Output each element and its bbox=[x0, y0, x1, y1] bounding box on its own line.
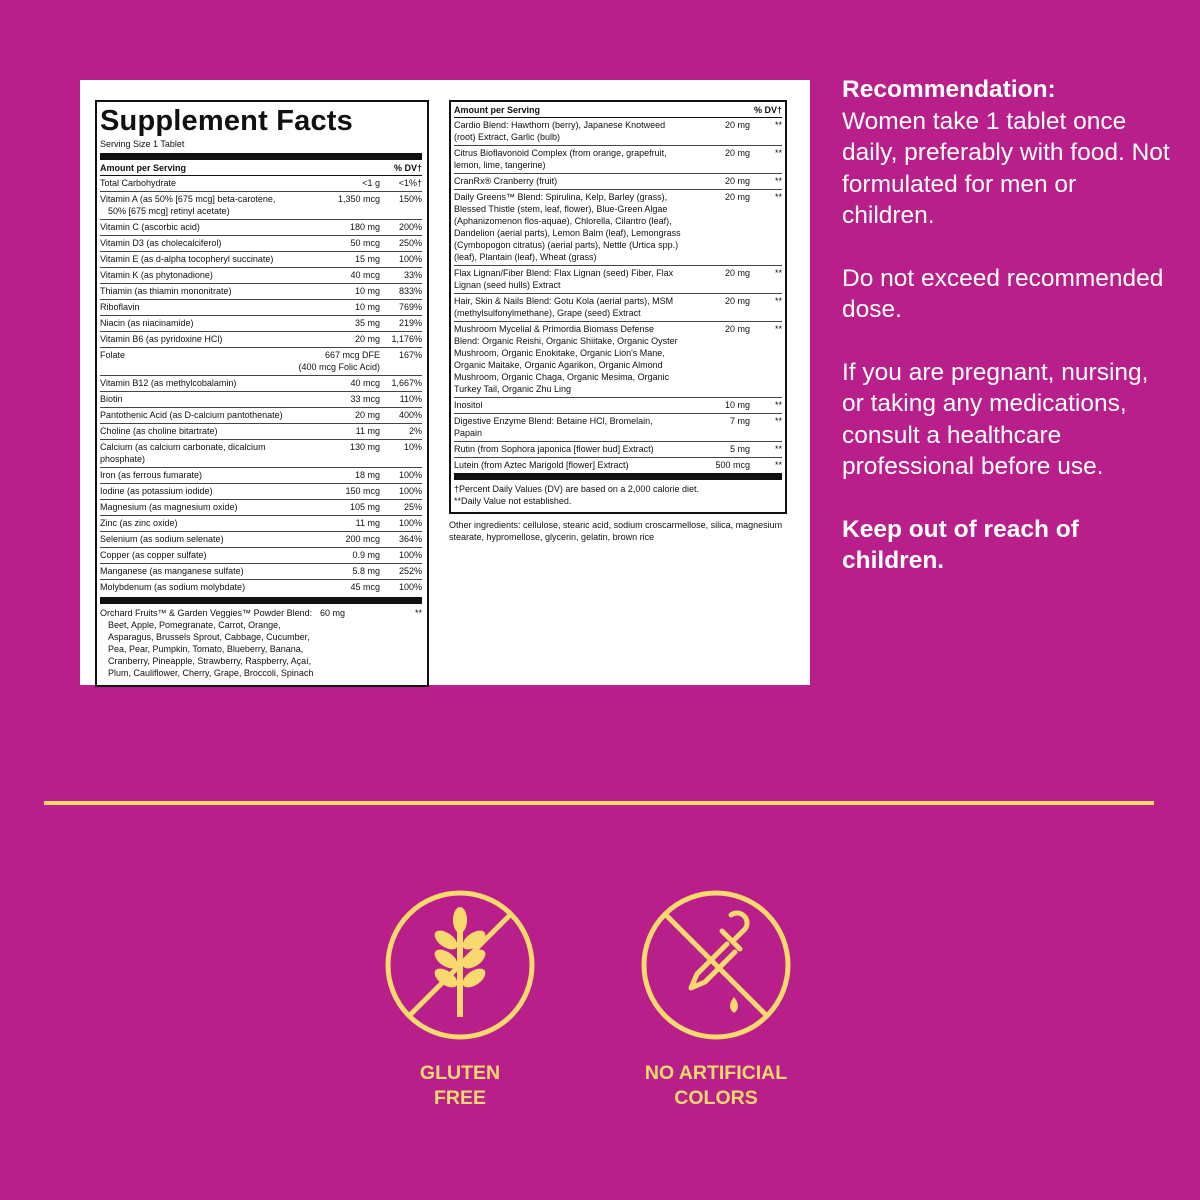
blend-dv: ** bbox=[774, 460, 782, 470]
nutrient-amount: 40 mcg bbox=[350, 270, 380, 280]
blend-name: Orchard Fruits™ & Garden Veggies™ Powder Blend: bbox=[100, 608, 313, 618]
blend-dv: ** bbox=[414, 608, 422, 618]
nutrient-name: Iodine (as potassium iodide) bbox=[100, 486, 213, 496]
nutrient-dv: 100% bbox=[398, 550, 422, 560]
blend-name: CranRx® Cranberry (fruit) bbox=[454, 176, 558, 186]
nutrient-dv: 769% bbox=[398, 302, 422, 312]
nutrient-amount: 20 mg bbox=[354, 410, 380, 420]
table-row bbox=[454, 458, 782, 473]
nutrient-name: Niacin (as niacinamide) bbox=[100, 318, 194, 328]
nutrient-dv: 1,176% bbox=[391, 334, 422, 344]
blend-dv: ** bbox=[774, 324, 782, 334]
nutrient-amount: 15 mg bbox=[354, 254, 380, 264]
blend-dv: ** bbox=[774, 296, 782, 306]
blend-amount: 20 mg bbox=[724, 120, 750, 130]
nutrient-name: Molybdenum (as sodium molybdate) bbox=[100, 582, 246, 592]
table-row bbox=[454, 398, 782, 414]
blend-amount: 20 mg bbox=[724, 324, 750, 334]
nutrient-amount: 45 mcg bbox=[350, 582, 380, 592]
nutrient-name: Biotin bbox=[100, 394, 123, 404]
dv-header: % DV† bbox=[393, 163, 422, 173]
nutrient-name: Selenium (as sodium selenate) bbox=[100, 534, 224, 544]
table-row bbox=[454, 442, 782, 458]
table-row bbox=[100, 532, 422, 548]
divider-thick bbox=[454, 473, 782, 480]
blend-amount: 10 mg bbox=[724, 400, 750, 410]
nutrient-dv: 150% bbox=[398, 194, 422, 204]
table-row bbox=[454, 146, 782, 174]
gluten-free-icon bbox=[380, 885, 540, 1045]
amount-per-serving-header: Amount per Serving bbox=[100, 163, 187, 173]
nutrient-name: Vitamin B6 (as pyridoxine HCl) bbox=[100, 334, 223, 344]
nutrient-name: Iron (as ferrous fumarate) bbox=[100, 470, 203, 480]
table-row bbox=[454, 174, 782, 190]
nutrient-dv: 33% bbox=[403, 270, 422, 280]
nutrient-dv: 100% bbox=[398, 254, 422, 264]
blend-dv: ** bbox=[774, 148, 782, 158]
blend-dv: ** bbox=[774, 192, 782, 202]
nutrient-amount: 10 mg bbox=[354, 286, 380, 296]
nutrient-amount: 40 mcg bbox=[350, 378, 380, 388]
supplement-facts-label bbox=[80, 80, 810, 685]
blend-amount: 500 mcg bbox=[715, 460, 750, 470]
nutrient-dv: 833% bbox=[398, 286, 422, 296]
table-row bbox=[100, 252, 422, 268]
nutrient-amount: 11 mg bbox=[355, 518, 380, 528]
nutrient-name: Thiamin (as thiamin mononitrate) bbox=[100, 286, 232, 296]
blend-name: Lutein (from Aztec Marigold [flower] Extract) bbox=[454, 460, 629, 470]
table-row bbox=[454, 266, 782, 294]
nutrient-amount: 150 mcg bbox=[345, 486, 380, 496]
nutrient-name: Vitamin D3 (as cholecalciferol) bbox=[100, 238, 222, 248]
table-row bbox=[100, 284, 422, 300]
blend-amount: 7 mg bbox=[729, 416, 750, 426]
blend-dv: ** bbox=[774, 268, 782, 278]
table-row bbox=[100, 316, 422, 332]
table-row bbox=[100, 500, 422, 516]
nutrient-dv: 2% bbox=[408, 426, 422, 436]
blend-amount: 20 mg bbox=[724, 192, 750, 202]
table-row bbox=[100, 564, 422, 580]
nutrient-name: Copper (as copper sulfate) bbox=[100, 550, 207, 560]
blend-table bbox=[454, 118, 782, 473]
blend-name: Inositol bbox=[454, 400, 483, 410]
nutrient-dv: 167% bbox=[398, 350, 422, 360]
supplement-facts-title: Supplement Facts bbox=[100, 105, 353, 137]
blend-name: Daily Greens™ Blend: Spirulina, Kelp, Barley (grass), Blessed Thistle (stem, leaf, flower), Blue-Green Algae (Aphanizomenon flos-aquae), Chlorella, Cilantro (leaf), Dandelion (aerial parts), Lemon Balm (leaf), Lemongrass (Cymbopogon citratus) (aerial parts), Nettle (Urtica spp.) (leaf), Plantain (leaf), Wheat (grass) bbox=[454, 192, 681, 262]
table-row bbox=[100, 220, 422, 236]
footnotes bbox=[454, 480, 782, 509]
table-row bbox=[100, 424, 422, 440]
blend-dv: ** bbox=[774, 400, 782, 410]
divider-thick bbox=[100, 597, 422, 604]
nutrient-dv: 100% bbox=[398, 582, 422, 592]
nutrient-name: Vitamin A (as 50% [675 mcg] beta-carotene, 50% [675 mcg] retinyl acetate) bbox=[100, 194, 276, 216]
table-row bbox=[100, 392, 422, 408]
nutrient-dv: 250% bbox=[398, 238, 422, 248]
nutrient-name: Vitamin C (ascorbic acid) bbox=[100, 222, 200, 232]
other-ingredients: Other ingredients: cellulose, stearic acid, sodium croscarmellose, silica, magnesium stearate, hypromellose, glycerin, gelatin, brown rice bbox=[449, 520, 783, 542]
footnote-not-established: **Daily Value not established. bbox=[454, 496, 572, 506]
nutrient-amount: 33 mcg bbox=[350, 394, 380, 404]
nutrient-name: Calcium (as calcium carbonate, dicalcium phosphate) bbox=[100, 442, 266, 464]
nutrient-dv: 100% bbox=[398, 486, 422, 496]
table-row bbox=[100, 468, 422, 484]
nutrient-name: Folate bbox=[100, 350, 126, 360]
blend-amount: 20 mg bbox=[724, 268, 750, 278]
table-row bbox=[454, 414, 782, 442]
blend-dv: ** bbox=[774, 416, 782, 426]
recommendation-heading: Recommendation: bbox=[842, 76, 1056, 103]
nutrient-amount: 18 mg bbox=[354, 470, 380, 480]
divider-thick bbox=[100, 153, 422, 160]
nutrient-amount: 50 mcg bbox=[350, 238, 380, 248]
nutrient-table bbox=[100, 176, 422, 595]
serving-size: Serving Size 1 Tablet bbox=[100, 139, 185, 149]
blend-amount: 60 mg bbox=[320, 608, 346, 618]
nutrient-name: Zinc (as zinc oxide) bbox=[100, 518, 178, 528]
section-divider bbox=[44, 801, 1154, 805]
nutrient-dv: 400% bbox=[398, 410, 422, 420]
table-header bbox=[454, 102, 782, 118]
nutrient-dv: 100% bbox=[398, 518, 422, 528]
table-row bbox=[100, 332, 422, 348]
table-header bbox=[100, 160, 422, 176]
supplement-facts-right-panel bbox=[449, 100, 787, 543]
table-row bbox=[100, 484, 422, 500]
blend-name: Hair, Skin & Nails Blend: Gotu Kola (aerial parts), MSM (methylsulfonylmethane), Grape (seed) Extract bbox=[454, 296, 674, 318]
nutrient-dv: 25% bbox=[403, 502, 422, 512]
blend-amount: 20 mg bbox=[724, 148, 750, 158]
blend-dv: ** bbox=[774, 444, 782, 454]
table-row bbox=[100, 516, 422, 532]
nutrient-amount: 200 mcg bbox=[345, 534, 380, 544]
nutrient-amount: 35 mg bbox=[354, 318, 380, 328]
nutrient-name: Vitamin E (as d-alpha tocopheryl succinate) bbox=[100, 254, 274, 264]
nutrient-dv: 10% bbox=[403, 442, 422, 452]
nutrient-amount: 1,350 mcg bbox=[337, 194, 380, 204]
nutrient-amount: 5.8 mg bbox=[352, 566, 380, 576]
nutrient-name: Total Carbohydrate bbox=[100, 178, 177, 188]
amount-per-serving-header: Amount per Serving bbox=[454, 105, 541, 115]
nutrient-amount: 20 mg bbox=[354, 334, 380, 344]
gluten-free-badge bbox=[380, 885, 540, 1111]
table-row bbox=[100, 348, 422, 376]
table-row bbox=[454, 190, 782, 266]
nutrient-name: Pantothenic Acid (as D-calcium pantothenate) bbox=[100, 410, 283, 420]
blend-name: Rutin (from Sophora japonica [flower bud] Extract) bbox=[454, 444, 654, 454]
nutrient-amount: 105 mg bbox=[349, 502, 380, 512]
nutrient-amount: 667 mcg DFE (400 mcg Folic Acid) bbox=[298, 350, 380, 372]
recommendation-block bbox=[842, 74, 1172, 608]
table-row bbox=[100, 408, 422, 424]
table-row bbox=[100, 548, 422, 564]
blend-name: Mushroom Mycelial & Primordia Biomass Defense Blend: Organic Reishi, Organic Shiitake, Organic Oyster Mushroom, Organic Enokitake, Organic Lion's Mane, Organic Maitake, Organic Agarikon, Organic Almond Mushroom, Organic Chaga, Organic Mesima, Organic Turkey Tail, Organic Zhu Ling bbox=[454, 324, 678, 394]
blend-name: Citrus Bioflavonoid Complex (from orange, grapefruit, lemon, lime, tangerine) bbox=[454, 148, 667, 170]
blend-amount: 20 mg bbox=[724, 176, 750, 186]
keep-out-warning: Keep out of reach of children. bbox=[842, 515, 1079, 574]
table-row bbox=[100, 300, 422, 316]
footnote-dv: †Percent Daily Values (DV) are based on a 2,000 calorie diet. bbox=[454, 484, 699, 494]
table-row bbox=[454, 294, 782, 322]
blend-name: Digestive Enzyme Blend: Betaine HCl, Bromelain, Papain bbox=[454, 416, 653, 438]
table-row bbox=[100, 192, 422, 220]
pregnancy-warning: If you are pregnant, nursing, or taking any medications, consult a healthcare professional before use. bbox=[842, 358, 1149, 480]
nutrient-dv: 364% bbox=[398, 534, 422, 544]
nutrient-name: Riboflavin bbox=[100, 302, 140, 312]
table-row bbox=[454, 118, 782, 146]
nutrient-name: Choline (as choline bitartrate) bbox=[100, 426, 218, 436]
dv-header: % DV† bbox=[753, 105, 782, 115]
nutrient-name: Magnesium (as magnesium oxide) bbox=[100, 502, 238, 512]
gluten-free-label: GLUTEN FREE bbox=[419, 1062, 501, 1109]
supplement-facts-left-panel bbox=[95, 100, 429, 687]
nutrient-amount: 0.9 mg bbox=[352, 550, 380, 560]
nutrient-amount: 130 mg bbox=[349, 442, 380, 452]
nutrient-dv: 219% bbox=[398, 318, 422, 328]
no-artificial-colors-icon bbox=[636, 885, 796, 1045]
blend-amount: 20 mg bbox=[724, 296, 750, 306]
blend-name: Cardio Blend: Hawthorn (berry), Japanese Knotweed (root) Extract, Garlic (bulb) bbox=[454, 120, 666, 142]
no-artificial-colors-label: NO ARTIFICIAL COLORS bbox=[644, 1062, 788, 1109]
blend-detail: Beet, Apple, Pomegranate, Carrot, Orange, Asparagus, Brussels Sprout, Cabbage, Cucumber, Pea, Pear, Pumpkin, Tomato, Blueberry, Banana, Cranberry, Pineapple, Strawberry, Raspberry, Açaí, Plum, Cauliflower, Cherry, Grape, Broccoli, Spinach bbox=[108, 620, 314, 678]
blend-amount: 5 mg bbox=[729, 444, 750, 454]
right-table-box bbox=[449, 100, 787, 514]
blend-dv: ** bbox=[774, 176, 782, 186]
table-row bbox=[454, 322, 782, 398]
recommendation-text: Women take 1 tablet once daily, preferably with food. Not formulated for men or children. bbox=[842, 107, 1170, 229]
nutrient-amount: 10 mg bbox=[354, 302, 380, 312]
table-row bbox=[100, 376, 422, 392]
nutrient-dv: 252% bbox=[398, 566, 422, 576]
table-row bbox=[100, 580, 422, 595]
nutrient-dv: 100% bbox=[398, 470, 422, 480]
nutrient-dv: 200% bbox=[398, 222, 422, 232]
nutrient-amount: <1 g bbox=[362, 178, 380, 188]
blend-dv: ** bbox=[774, 120, 782, 130]
table-row bbox=[100, 176, 422, 192]
nutrient-amount: 11 mg bbox=[355, 426, 380, 436]
nutrient-name: Manganese (as manganese sulfate) bbox=[100, 566, 244, 576]
nutrient-name: Vitamin B12 (as methylcobalamin) bbox=[100, 378, 237, 388]
nutrient-dv: <1%† bbox=[398, 178, 422, 188]
table-row bbox=[100, 236, 422, 252]
nutrient-name: Vitamin K (as phytonadione) bbox=[100, 270, 213, 280]
table-row bbox=[100, 268, 422, 284]
blend-name: Flax Lignan/Fiber Blend: Flax Lignan (seed) Fiber, Flax Lignan (seed hulls) Extract bbox=[454, 268, 674, 290]
nutrient-dv: 1,667% bbox=[391, 378, 422, 388]
blend-row bbox=[100, 604, 422, 681]
table-row bbox=[100, 440, 422, 468]
nutrient-dv: 110% bbox=[399, 394, 422, 404]
nutrient-amount: 180 mg bbox=[349, 222, 380, 232]
dose-warning: Do not exceed recommended dose. bbox=[842, 264, 1164, 323]
no-artificial-colors-badge bbox=[626, 885, 806, 1111]
